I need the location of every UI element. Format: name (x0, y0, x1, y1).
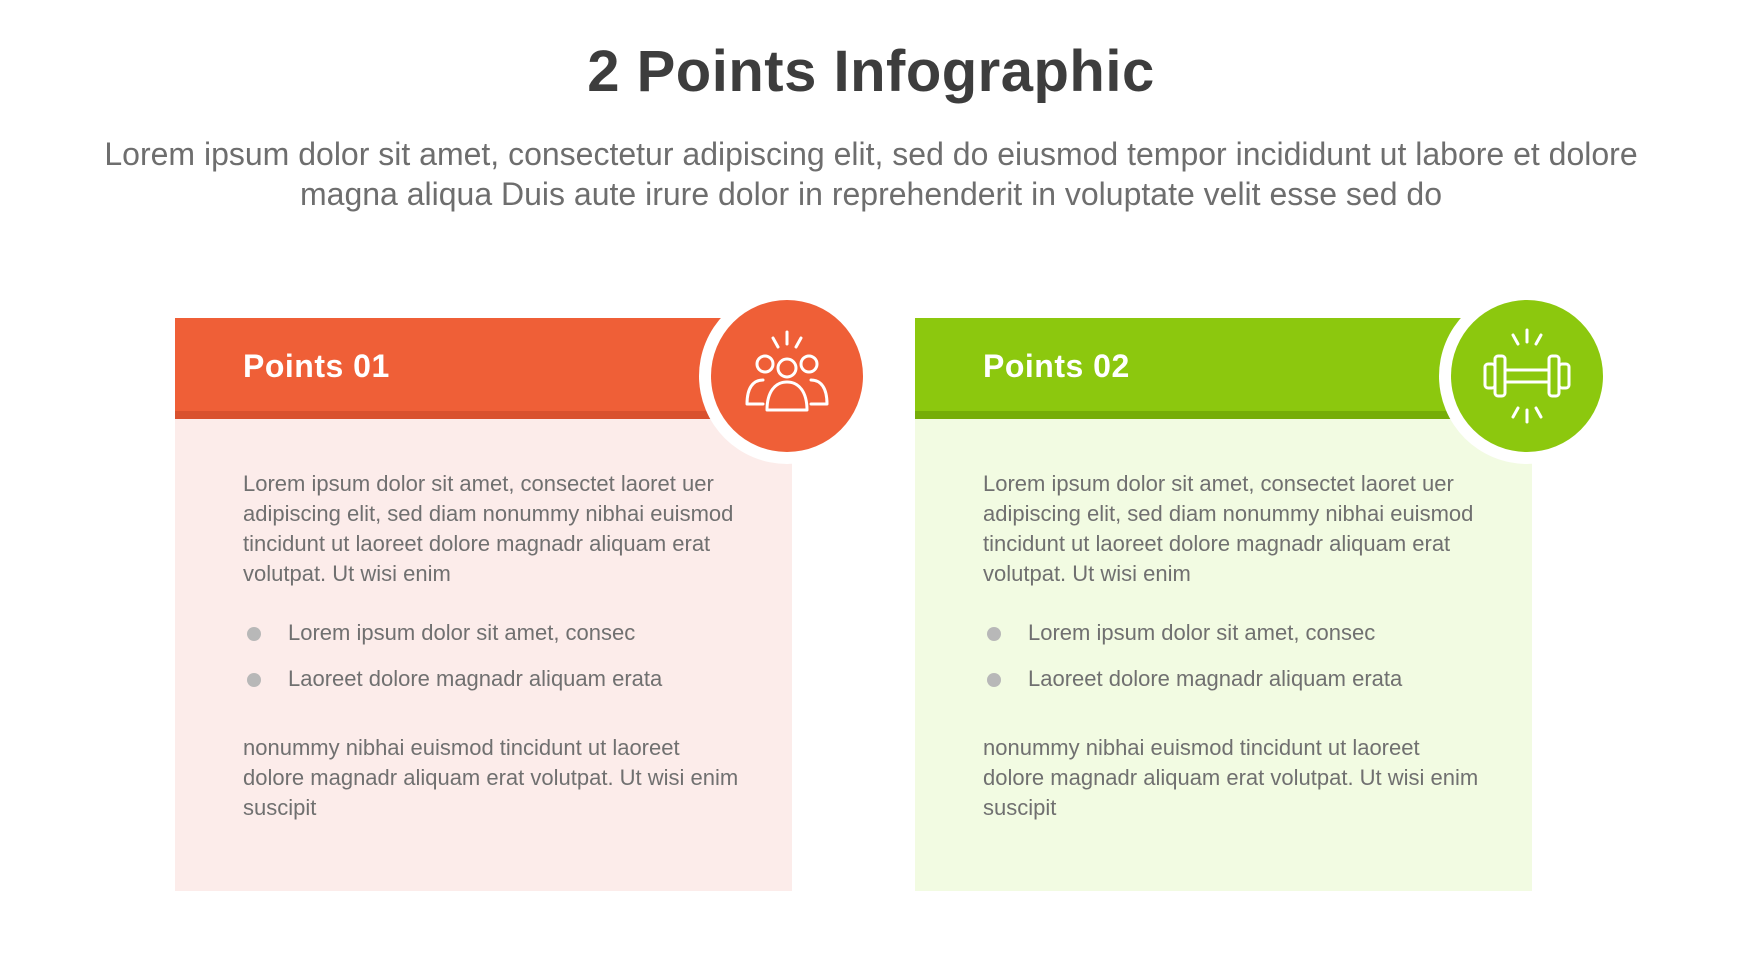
bullet-dot (247, 627, 261, 641)
list-item (983, 618, 1483, 664)
bullet-dot (247, 673, 261, 687)
icon-badge (1439, 288, 1615, 464)
dumbbell-icon (1475, 324, 1579, 428)
bullet-text: Lorem ipsum dolor sit amet, consec (288, 620, 636, 645)
page-title: 2 Points Infographic (587, 39, 1155, 104)
team-icon (735, 324, 839, 428)
bullet-text: Laoreet dolore magnadr aliquam erata (1028, 666, 1403, 691)
bullet-text: Laoreet dolore magnadr aliquam erata (288, 666, 663, 691)
header-strip (175, 411, 792, 419)
bullet-list (983, 618, 1483, 710)
card-title: Points 01 (243, 348, 390, 384)
point-card-2 (915, 318, 1532, 891)
bullet-dot (987, 627, 1001, 641)
list-item (243, 618, 743, 664)
page-subtitle: Lorem ipsum dolor sit amet, consectetur adipiscing elit, sed do eiusmod tempor incididunt ut labore et dolore magna aliqua Duis aute irure dolor in reprehenderit in voluptate velit esse sed do (104, 136, 1638, 212)
header-strip (915, 411, 1532, 419)
card-paragraph-1: Lorem ipsum dolor sit amet, consectet laoret uer adipiscing elit, sed diam nonummy nibhai euismod tincidunt ut laoreet dolore magnadr aliquam erat volutpat. Ut wisi enim (243, 471, 734, 586)
list-item (983, 664, 1483, 710)
list-item (243, 664, 743, 710)
bullet-dot (987, 673, 1001, 687)
icon-badge (699, 288, 875, 464)
card-paragraph-2: nonummy nibhai euismod tincidunt ut laoreet dolore magnadr aliquam erat volutpat. Ut wisi enim suscipit (983, 735, 1479, 820)
card-paragraph-2: nonummy nibhai euismod tincidunt ut laoreet dolore magnadr aliquam erat volutpat. Ut wisi enim suscipit (243, 735, 739, 820)
bullet-list (243, 618, 743, 710)
bullet-text: Lorem ipsum dolor sit amet, consec (1028, 620, 1376, 645)
point-card-1 (175, 318, 792, 891)
card-title: Points 02 (983, 348, 1130, 384)
card-paragraph-1: Lorem ipsum dolor sit amet, consectet laoret uer adipiscing elit, sed diam nonummy nibhai euismod tincidunt ut laoreet dolore magnadr aliquam erat volutpat. Ut wisi enim (983, 471, 1474, 586)
